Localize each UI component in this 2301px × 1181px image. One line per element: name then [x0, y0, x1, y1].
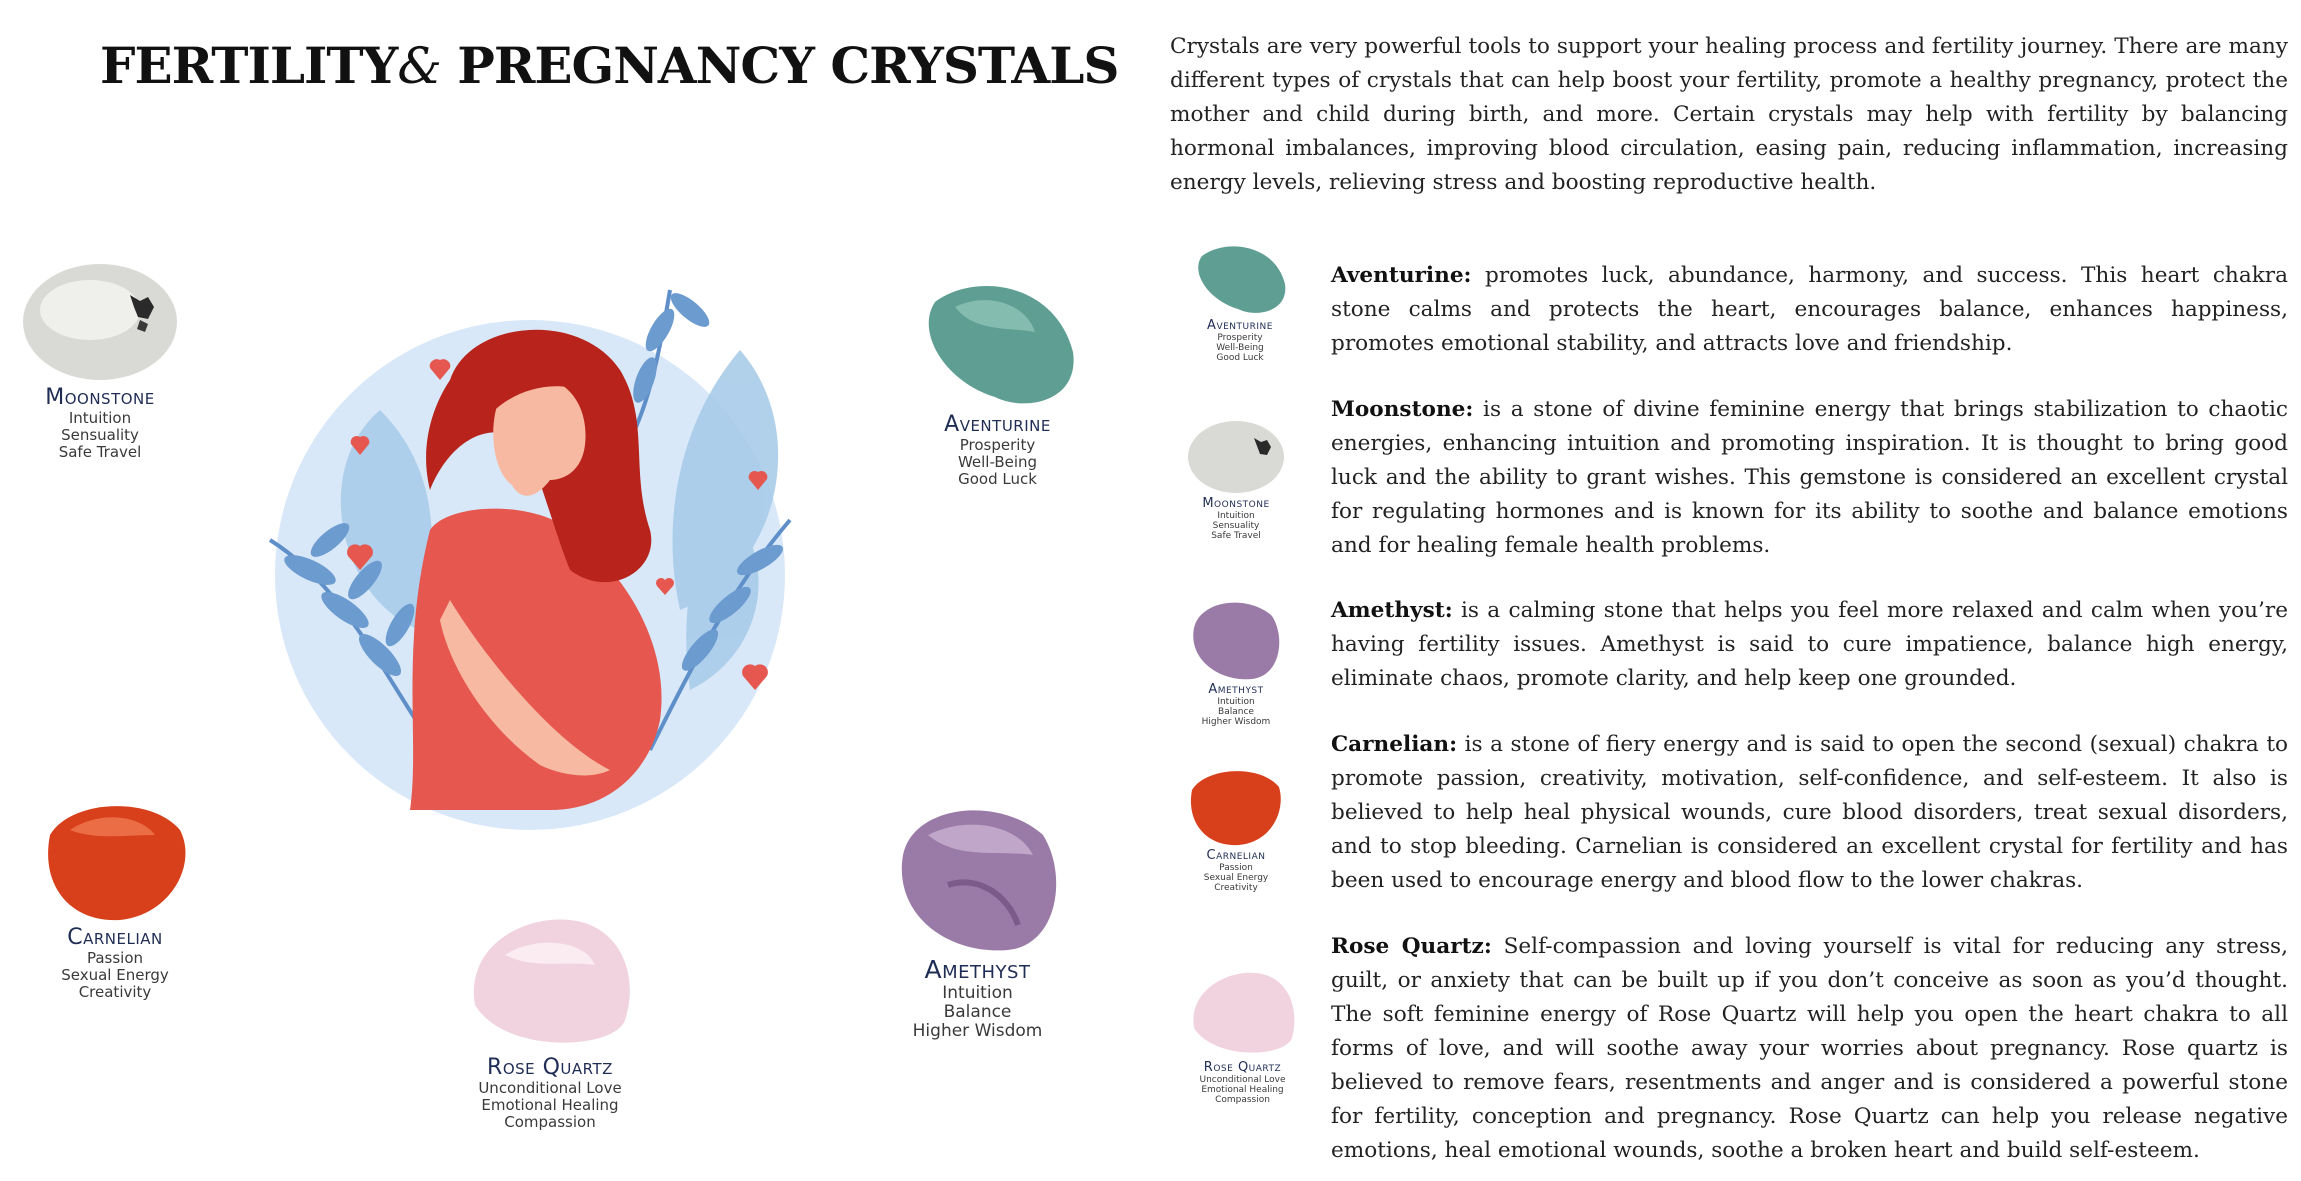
stone-trait: Unconditional Love	[1199, 1075, 1286, 1085]
stone-trait: Compassion	[1215, 1095, 1270, 1106]
entry-moonstone	[1331, 393, 2288, 563]
stone-trait: Emotional Healing	[481, 1095, 619, 1114]
entry-text: promotes luck, abundance, harmony, and success. This heart chakra stone calms and protects the heart, encourages balance, enhances happiness, promotes emotional stability, and attracts love and friendship.	[1331, 263, 2288, 356]
stone-trait: Good Luck	[958, 469, 1037, 488]
amethyst-image	[888, 795, 1068, 955]
stone-trait: Sensuality	[61, 425, 139, 444]
stone-trait: Creativity	[1214, 883, 1258, 894]
stone-trait: Good Luck	[1216, 353, 1264, 364]
stone-name: Rose Quartz	[487, 1055, 613, 1080]
moonstone-image	[1186, 418, 1286, 496]
stone-name: Moonstone	[1202, 496, 1270, 511]
entry-term: Moonstone:	[1331, 397, 1474, 422]
stone-name: Moonstone	[45, 385, 155, 410]
carnelian-mini-card	[1176, 764, 1296, 893]
aventurine-image	[915, 272, 1080, 412]
entry-term: Rose Quartz:	[1331, 934, 1492, 959]
stone-trait: Sensuality	[1212, 521, 1260, 532]
page-title: FERTILITY& PREGNANCY CRYSTALS	[100, 36, 1119, 95]
stone-trait: Balance	[943, 1002, 1012, 1023]
entry-aventurine	[1331, 259, 2288, 361]
entry-term: Amethyst:	[1331, 598, 1453, 623]
entry-term: Aventurine:	[1331, 263, 1472, 288]
stone-trait: Passion	[1219, 863, 1253, 873]
stone-trait: Unconditional Love	[478, 1079, 622, 1097]
stone-trait: Prosperity	[959, 436, 1036, 454]
aventurine-image	[1190, 238, 1290, 318]
carnelian-image	[1186, 764, 1286, 848]
stone-trait: Intuition	[942, 983, 1013, 1003]
entry-rose-quartz	[1331, 930, 2288, 1168]
stone-trait: Well-Being	[957, 452, 1038, 471]
stone-trait: Creativity	[78, 982, 152, 1001]
stone-name: Carnelian	[67, 925, 163, 950]
rose-quartz-image	[1188, 970, 1298, 1060]
stone-name: Carnelian	[1206, 848, 1266, 863]
rose-quartz-card	[450, 915, 650, 1130]
entry-amethyst	[1331, 594, 2288, 696]
stone-trait: Intuition	[68, 409, 132, 427]
stone-trait: Higher Wisdom	[912, 1021, 1043, 1042]
stone-name: Amethyst	[1208, 682, 1264, 697]
moonstone-card	[20, 260, 180, 460]
stone-trait: Well-Being	[1216, 343, 1264, 354]
entry-term: Carnelian:	[1331, 732, 1458, 757]
amethyst-image	[1186, 594, 1286, 682]
aventurine-mini-card	[1180, 238, 1300, 363]
stone-trait: Compassion	[504, 1112, 596, 1131]
rose-quartz-image	[465, 915, 635, 1055]
stone-trait: Emotional Healing	[1201, 1085, 1284, 1096]
aventurine-card	[910, 272, 1085, 487]
carnelian-card	[35, 795, 195, 1000]
stone-trait: Prosperity	[1217, 333, 1263, 343]
entry-text: Self-compassion and loving yourself is vital for reducing any stress, guilt, or anxiety that can be built up if you don’t conceive as soon as you’d thought. The soft feminine energy of Rose Quartz will help you open the heart chakra to all forms of love, and will soothe away your worries about pregnancy. Rose quartz is believed to remove fears, resentments and anger and is considered a powerful stone for fertility, conception and pregnancy. Rose Quartz can help you release negative emotions, heal emotional wounds, soothe a broken heart and build self-esteem.	[1331, 934, 2288, 1163]
carnelian-image	[40, 795, 190, 925]
entry-text: is a stone of fiery energy and is said to open the second (sexual) chakra to promote passion, creativity, motivation, self-confidence, and self-esteem. It also is believed to help heal physical wounds, cure blood disorders, treat sexual disorders, and to stop bleeding. Carnelian is considered an excellent crystal for fertility and has been used to encourage energy and blood flow to the lower chakras.	[1331, 732, 2288, 893]
stone-trait: Safe Travel	[1211, 531, 1261, 542]
stone-trait: Safe Travel	[58, 442, 142, 461]
stone-trait: Intuition	[1217, 511, 1255, 521]
stone-name: Rose Quartz	[1203, 1060, 1282, 1075]
stone-trait: Balance	[1218, 707, 1254, 718]
stone-trait: Passion	[86, 949, 144, 967]
entry-text: is a calming stone that helps you feel more relaxed and calm when you’re having fertility issues. Amethyst is said to cure impatience, balance high energy, eliminate chaos, promote clarity, and help keep one grounded.	[1331, 598, 2288, 691]
stone-trait: Sexual Energy	[1203, 873, 1269, 884]
amethyst-mini-card	[1176, 594, 1296, 727]
pregnant-woman-illustration	[250, 270, 810, 834]
amethyst-card	[880, 795, 1075, 1041]
stone-trait: Sexual Energy	[61, 965, 169, 984]
entry-carnelian	[1331, 728, 2288, 898]
moonstone-mini-card	[1176, 418, 1296, 541]
intro-paragraph: Crystals are very powerful tools to support your healing process and fertility journey. There are many different types of crystals that can help boost your fertility, promote a healthy pregnancy, protect the mother and child during birth, and more. Certain crystals may help with fertility by balancing hormonal imbalances, improving blood circulation, easing pain, reducing inflammation, increasing energy levels, relieving stress and boosting reproductive health.	[1170, 34, 2288, 195]
moonstone-image	[20, 260, 180, 385]
stone-name: Aventurine	[944, 412, 1051, 437]
stone-name: Aventurine	[1207, 318, 1273, 333]
entry-text: is a stone of divine feminine energy that brings stabilization to chaotic energies, enhancing intuition and promoting inspiration. It is thought to bring good luck and the ability to grant wishes. This gemstone is considered an excellent crystal for regulating hormones and is known for its ability to soothe and balance emotions and for healing female health problems.	[1331, 397, 2288, 558]
stone-trait: Higher Wisdom	[1201, 717, 1271, 728]
stone-name: Amethyst	[924, 955, 1031, 984]
rose-quartz-mini-card	[1180, 970, 1305, 1105]
stone-trait: Intuition	[1217, 697, 1255, 707]
